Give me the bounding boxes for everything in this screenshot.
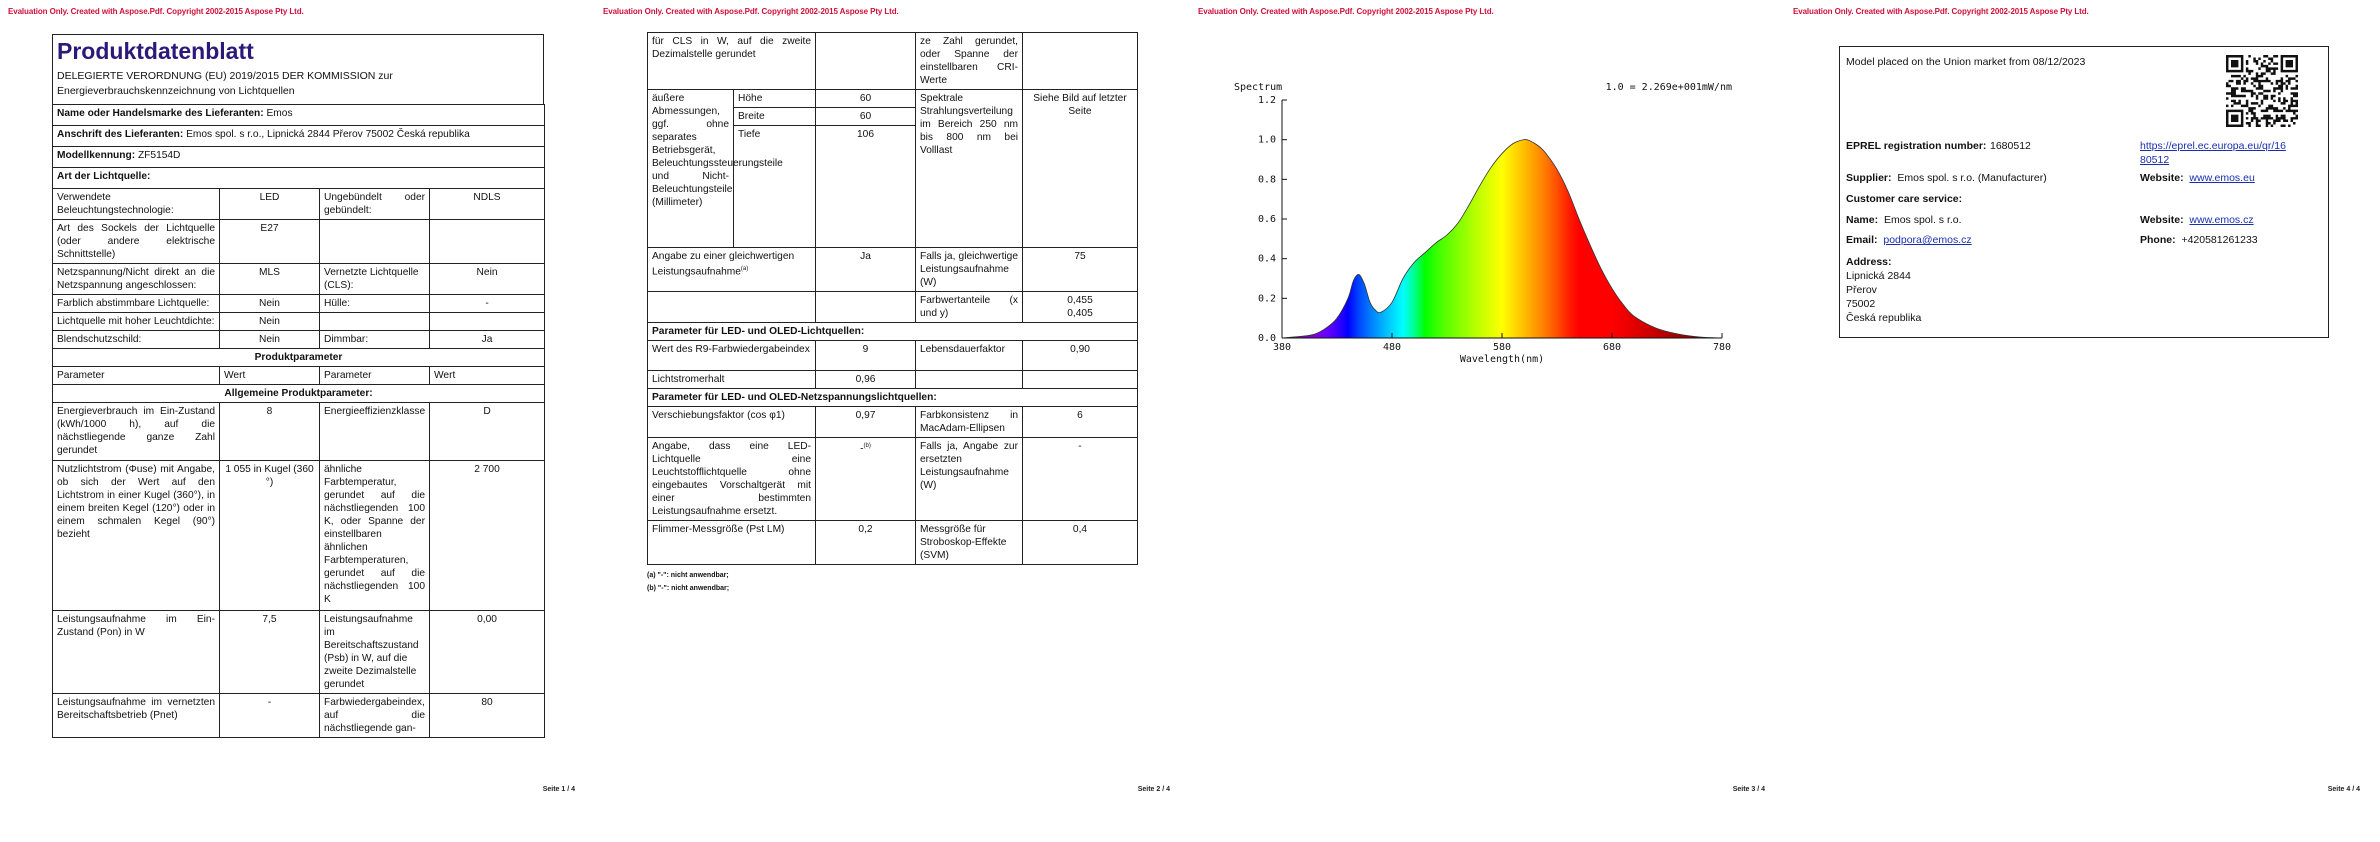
eprel-info-card bbox=[1839, 46, 2329, 338]
phone-line: Phone: +420581261233 bbox=[2140, 234, 2258, 246]
x-axis-label: Wavelength(nm) bbox=[1459, 354, 1545, 365]
table-row: Lichtquelle mit hoher Leuchtdichte: Nein bbox=[53, 313, 545, 331]
customer-care-label: Customer care service: bbox=[1846, 193, 1963, 205]
table-row: Flimmer-Messgröße (Pst LM) 0,2 Messgröße für Stroboskop-Effekte (SVM) 0,4 bbox=[648, 521, 1138, 565]
table-row: Angabe zu einer gleichwertigen Leistungsaufnahme$^{(a)}$ Ja Falls ja, gleichwertige Leistungsaufnahme (W) 75 bbox=[648, 248, 1138, 292]
watermark: Evaluation Only. Created with Aspose.Pdf. Copyright 2002-2015 Aspose Pty Ltd. bbox=[1793, 7, 2089, 16]
care-website-line: Website: www.emos.cz bbox=[2140, 214, 2254, 226]
y-tick-label: 0.4 bbox=[1257, 253, 1276, 265]
x-tick-label: 380 bbox=[1272, 342, 1292, 353]
address-block: Lipnická 2844 Přerov 75002 Česká republika bbox=[1846, 270, 1922, 324]
table-row: für CLS in W, auf die zweite Dezimalstelle gerundet ze Zahl gerundet, oder Spanne der einstellbaren CRI-Werte bbox=[648, 33, 1138, 90]
table-row: Farblich abstimmbare Lichtquelle: Nein Hülle: - bbox=[53, 295, 545, 313]
x-tick-label: 780 bbox=[1712, 342, 1732, 353]
page-number: Seite 3 / 4 bbox=[1732, 786, 1765, 793]
table-row: Art des Sockels der Lichtquelle (oder andere elektrische Schnittstelle) E27 bbox=[53, 220, 545, 264]
y-tick-label: 0.2 bbox=[1257, 293, 1276, 305]
eq-power-label: Angabe zu einer gleichwertigen Leistungsaufnahme$^{(a)}$ bbox=[648, 248, 816, 292]
page-4 bbox=[1785, 0, 2380, 842]
supplier-address-row: Anschrift des Lieferanten: Emos spol. s r.o., Lipnická 2844 Přerov 75002 Česká republika bbox=[53, 126, 545, 147]
chart-annotation: 1.0 = 2.269e+001mW/nm bbox=[1605, 82, 1732, 93]
datasheet-table-continued bbox=[647, 32, 1138, 565]
email-link[interactable]: podpora@emos.cz bbox=[1883, 234, 1972, 246]
page-number: Seite 1 / 4 bbox=[542, 786, 575, 793]
table-row: Nutzlichtstrom (Φuse) mit Angabe, ob sich der Wert auf den Lichtstrom in einer Kugel (360°), in einem breiten Kegel (120°) oder in einem schmalen Kegel (90°) bezieht 1 055 in Kugel (360 °) ähnliche Farbtemperatur, gerundet auf die nächstliegenden 100 K, oder Spanne der einstellbaren ähnlichen Farbtemperaturen, gerundet auf die nächstliegenden 100 K 2 700 bbox=[53, 461, 545, 611]
email-line: Email: podpora@emos.cz bbox=[1846, 234, 1972, 246]
datasheet-p2 bbox=[647, 32, 1137, 595]
table-row: Blendschutzschild: Nein Dimmbar: Ja bbox=[53, 331, 545, 349]
eprel-label: EPREL registration number: bbox=[1846, 140, 1987, 152]
table-row: Wert des R9-Farbwiedergabeindex 9 Lebensdauerfaktor 0,90 bbox=[648, 341, 1138, 371]
y-tick-label: 1.2 bbox=[1257, 95, 1276, 106]
y-tick-label: 0.8 bbox=[1257, 174, 1276, 186]
website-line: Website: www.emos.eu bbox=[2140, 172, 2255, 184]
column-header-row: Parameter Wert Parameter Wert bbox=[53, 367, 545, 385]
title-box bbox=[52, 34, 544, 104]
document-title: Produktdatenblatt bbox=[57, 38, 254, 64]
table-row: äußere Abmessungen, ggf. ohne separates Betriebsgerät, Beleuchtungssteuerungsteile und Nicht-Beleuchtungsteile (Millimeter) Höhe 60 Spektrale Strahlungsverteilung im Bereich 250 nm bis 800 nm bei Volllast Siehe Bild auf letzter Seite bbox=[648, 90, 1138, 108]
table-row: Breite 60 bbox=[648, 108, 1138, 126]
table-row: Leistungsaufnahme im vernetzten Bereitschaftsbetrieb (Pnet) - Farbwiedergabeindex, auf die nächstliegende gan- 80 bbox=[53, 694, 545, 738]
table-row: Angabe, dass eine LED-Lichtquelle eine Leuchtstofflichtquelle ohne eingebautes Vorschaltgerät mit einer bestimmten Leistungsaufnahme ersetzt. -$^{(b)}$ Falls ja, Angabe zur ersetzten Leistungsaufnahme (W) - bbox=[648, 438, 1138, 521]
datasheet-table bbox=[52, 104, 545, 738]
y-tick-label: 0.6 bbox=[1257, 214, 1276, 225]
eprel-link[interactable]: https://eprel.ec.europa.eu/qr/16 80512 bbox=[2140, 140, 2286, 166]
supplier-name-row: Name oder Handelsmarke des Lieferanten: Emos bbox=[53, 105, 545, 126]
market-date-text: Model placed on the Union market from 08/12/2023 bbox=[1846, 56, 2086, 68]
table-row: Lichtstromerhalt 0,96 bbox=[648, 371, 1138, 389]
dimensions-label: äußere Abmessungen, ggf. ohne separates Betriebsgerät, Beleuchtungssteuerungsteile und Nicht-Beleuchtungsteile (Millimeter) bbox=[648, 90, 734, 248]
chart-title: Spectrum bbox=[1234, 82, 1283, 93]
care-website-link[interactable]: www.emos.cz bbox=[2189, 214, 2254, 226]
watermark: Evaluation Only. Created with Aspose.Pdf. Copyright 2002-2015 Aspose Pty Ltd. bbox=[603, 7, 899, 16]
address-label: Address: bbox=[1846, 256, 1892, 268]
page-number: Seite 4 / 4 bbox=[2327, 786, 2360, 793]
table-row: Tiefe 106 bbox=[648, 126, 1138, 248]
table-row: Leistungsaufnahme im Ein-Zustand (Pon) in W 7,5 Leistungsaufnahme im Bereitschaftszustand (Psb) in W, auf die zweite Dezimalstelle gerundet 0,00 bbox=[53, 611, 545, 694]
qr-code-icon[interactable] bbox=[2226, 55, 2298, 127]
table-row: Verschiebungsfaktor (cos φ1) 0,97 Farbkonsistenz in MacAdam-Ellipsen 6 bbox=[648, 407, 1138, 438]
page-3 bbox=[1190, 0, 1785, 842]
care-name-line: Name: Emos spol. s r.o. bbox=[1846, 214, 1962, 226]
general-params-header: Allgemeine Produktparameter: bbox=[53, 385, 545, 403]
y-tick-label: 1.0 bbox=[1257, 134, 1276, 146]
light-type-header: Art der Lichtquelle: bbox=[53, 168, 545, 189]
x-tick-label: 680 bbox=[1602, 342, 1622, 353]
watermark: Evaluation Only. Created with Aspose.Pdf. Copyright 2002-2015 Aspose Pty Ltd. bbox=[8, 7, 304, 16]
x-tick-label: 580 bbox=[1492, 342, 1512, 353]
page-1 bbox=[0, 0, 595, 842]
eprel-number: 1680512 bbox=[1990, 140, 2031, 152]
model-row: Modellkennung: ZF5154D bbox=[53, 147, 545, 168]
led-params-header: Parameter für LED- und OLED-Lichtquellen: bbox=[648, 323, 1138, 341]
table-row: Energieverbrauch im Ein-Zustand (kWh/1000 h), auf die nächstliegende ganze Zahl gerundet 8 Energieeffizienzklasse D bbox=[53, 403, 545, 461]
x-tick-label: 480 bbox=[1382, 342, 1402, 353]
document-subtitle: DELEGIERTE VERORDNUNG (EU) 2019/2015 DER KOMMISSION zur Energieverbrauchskennzeichnung von Lichtquellen bbox=[57, 70, 393, 97]
footnote-a: (a) "-": nicht anwendbar; bbox=[647, 572, 729, 579]
spectrum-area bbox=[1282, 140, 1722, 338]
mains-params-header: Parameter für LED- und OLED-Netzspannungslichtquellen: bbox=[648, 389, 1138, 407]
footnotes bbox=[647, 569, 1137, 595]
y-tick-label: 0.0 bbox=[1257, 333, 1276, 344]
table-row: Netzspannung/Nicht direkt an die Netzspannung angeschlossen: MLS Vernetzte Lichtquelle (CLS): Nein bbox=[53, 264, 545, 295]
footnote-b: (b) "-": nicht anwendbar; bbox=[647, 585, 730, 592]
table-row: Verwendete Beleuchtungstechnologie: LED Ungebündelt oder gebündelt: NDLS bbox=[53, 189, 545, 220]
datasheet-p1 bbox=[52, 34, 544, 738]
page-number: Seite 2 / 4 bbox=[1137, 786, 1170, 793]
qr-modules bbox=[2226, 55, 2298, 127]
product-params-header: Produktparameter bbox=[53, 349, 545, 367]
supplier-line: Supplier: Emos spol. s r.o. (Manufacturer) bbox=[1846, 172, 2047, 184]
page-2 bbox=[595, 0, 1190, 842]
spectrum-chart bbox=[1232, 78, 1752, 378]
website-link[interactable]: www.emos.eu bbox=[2189, 172, 2255, 184]
table-row: Farbwertanteile (x und y) 0,455 0,405 bbox=[648, 292, 1138, 323]
watermark: Evaluation Only. Created with Aspose.Pdf. Copyright 2002-2015 Aspose Pty Ltd. bbox=[1198, 7, 1494, 16]
